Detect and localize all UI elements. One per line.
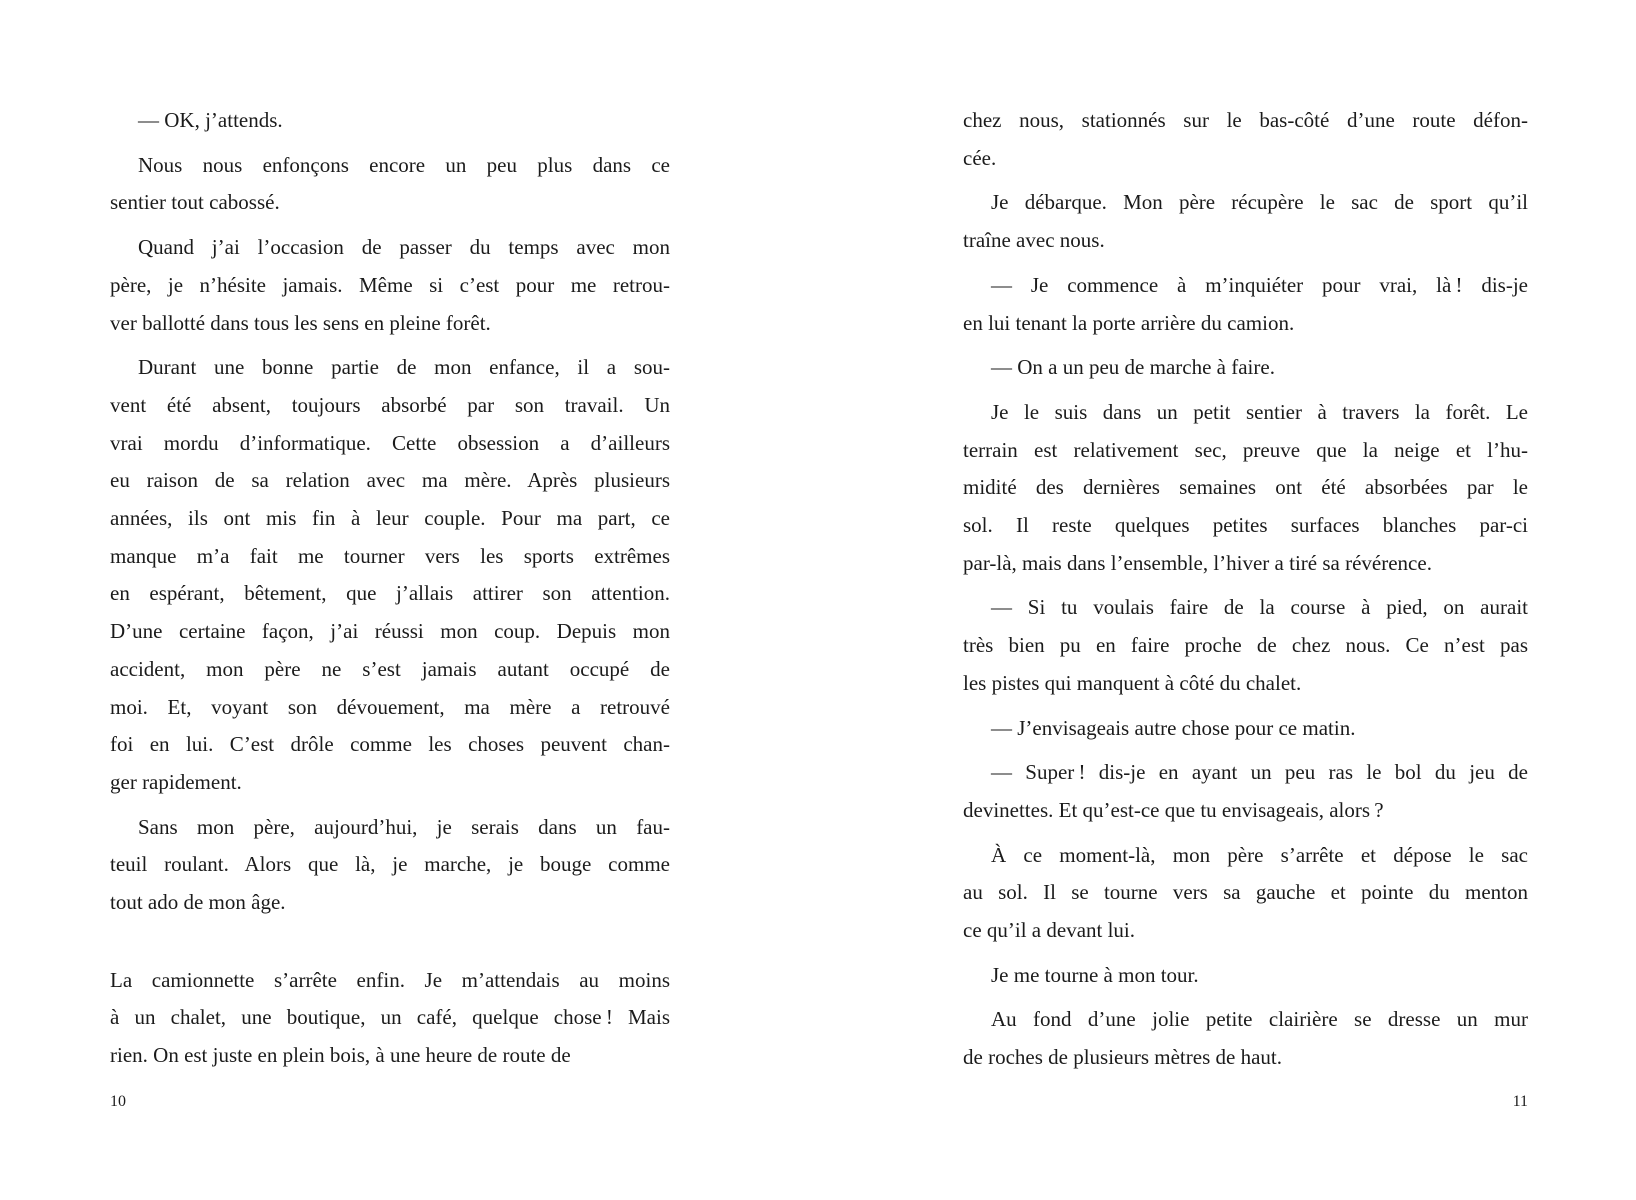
left-page-text-column: [110, 102, 670, 1075]
paragraph: [963, 1001, 1528, 1076]
text-line: vrai mordu d’informatique. Cette obsession a d’ailleurs: [110, 430, 670, 455]
paragraph: [110, 809, 670, 922]
text-line: accident, mon père ne s’est jamais autant occupé de: [110, 656, 670, 681]
text-line: moi. Et, voyant son dévouement, ma mère a retrouvé: [110, 694, 670, 719]
text-line: ver ballotté dans tous les sens en pleine forêt.: [110, 310, 491, 335]
text-line: les pistes qui manquent à côté du chalet.: [963, 670, 1302, 695]
text-line: vent été absent, toujours absorbé par son travail. Un: [110, 392, 670, 417]
text-line: en espérant, bêtement, que j’allais attirer son attention.: [110, 581, 670, 606]
page-number-right: 11: [1512, 1093, 1528, 1110]
text-line: chez nous, stationnés sur le bas-côté d’une route défon-: [963, 108, 1528, 132]
text-line: terrain est relativement sec, preuve que la neige et l’hu-: [963, 437, 1528, 462]
text-line: — Si tu voulais faire de la course à pied, on aurait: [991, 595, 1528, 620]
text-line: La camionnette s’arrête enfin. Je m’attendais au moins: [110, 967, 670, 992]
text-line: Je le suis dans un petit sentier à travers la forêt. Le: [991, 399, 1528, 424]
text-line: très bien pu en faire proche de chez nous. Ce n’est pas: [963, 633, 1528, 658]
paragraph: [963, 184, 1528, 259]
text-line: Durant une bonne partie de mon enfance, il a sou-: [138, 355, 670, 380]
text-line: — Super ! dis-je en ayant un peu ras le bol du jeu de: [991, 760, 1528, 785]
paragraph: [110, 147, 670, 222]
text-line: de roches de plusieurs mètres de haut.: [963, 1045, 1282, 1070]
text-line: sentier tout cabossé.: [110, 190, 280, 215]
text-line: À ce moment-là, mon père s’arrête et dépose le sac: [991, 842, 1528, 867]
text-line: Je me tourne à mon tour.: [991, 962, 1199, 987]
text-line: — OK, j’attends.: [138, 108, 283, 132]
text-line: tout ado de mon âge.: [110, 890, 286, 915]
text-line: — Je commence à m’inquiéter pour vrai, là ! dis-je: [991, 272, 1528, 297]
text-line: traîne avec nous.: [963, 228, 1105, 253]
text-line: midité des dernières semaines ont été absorbées par le: [963, 475, 1528, 500]
text-line: à un chalet, une boutique, un café, quelque chose ! Mais: [110, 1005, 670, 1030]
text-line: Quand j’ai l’occasion de passer du temps avec mon: [138, 235, 670, 260]
text-line: cée.: [963, 145, 997, 170]
text-line: manque m’a fait me tourner vers les sports extrêmes: [110, 543, 670, 568]
text-line: Je débarque. Mon père récupère le sac de sport qu’il: [991, 190, 1528, 215]
text-line: ce qu’il a devant lui.: [963, 918, 1136, 943]
text-line: par-là, mais dans l’ensemble, l’hiver a tiré sa révérence.: [963, 550, 1432, 575]
text-line: — J’envisageais autre chose pour ce matin.: [991, 715, 1356, 740]
page-number-left: 10: [110, 1093, 126, 1110]
text-line: ger rapidement.: [110, 769, 242, 794]
paragraph: [963, 754, 1528, 829]
text-line: au sol. Il se tourne vers sa gauche et pointe du menton: [963, 880, 1528, 905]
text-line: Nous nous enfonçons encore un peu plus dans ce: [138, 152, 670, 177]
paragraph: [110, 229, 670, 342]
text-line: rien. On est juste en plein bois, à une heure de route de: [110, 1043, 571, 1068]
paragraph: [110, 102, 670, 140]
text-line: en lui tenant la porte arrière du camion.: [963, 310, 1295, 335]
paragraph: [963, 957, 1528, 995]
paragraph: [963, 589, 1528, 702]
text-line: D’une certaine façon, j’ai réussi mon coup. Depuis mon: [110, 619, 670, 644]
text-line: sol. Il reste quelques petites surfaces blanches par-ci: [963, 513, 1528, 538]
text-line: père, je n’hésite jamais. Même si c’est pour me retrou-: [110, 272, 670, 297]
text-line: Sans mon père, aujourd’hui, je serais dans un fau-: [138, 814, 670, 839]
paragraph: [110, 962, 670, 1075]
text-line: eu raison de sa relation avec ma mère. Après plusieurs: [110, 468, 670, 493]
paragraph: [110, 349, 670, 801]
text-line: foi en lui. C’est drôle comme les choses peuvent chan-: [110, 732, 670, 757]
text-line: teuil roulant. Alors que là, je marche, je bouge comme: [110, 852, 670, 877]
paragraph: [963, 349, 1528, 387]
paragraph: [963, 710, 1528, 748]
paragraph: [963, 267, 1528, 342]
right-page-text-column: [963, 102, 1528, 1077]
text-line: — On a un peu de marche à faire.: [991, 355, 1275, 380]
paragraph: [963, 102, 1528, 177]
text-line: Au fond d’une jolie petite clairière se dresse un mur: [991, 1007, 1528, 1032]
text-line: devinettes. Et qu’est-ce que tu envisageais, alors ?: [963, 797, 1384, 822]
paragraph: [963, 837, 1528, 950]
paragraph: [963, 394, 1528, 583]
text-line: années, ils ont mis fin à leur couple. Pour ma part, ce: [110, 506, 670, 531]
